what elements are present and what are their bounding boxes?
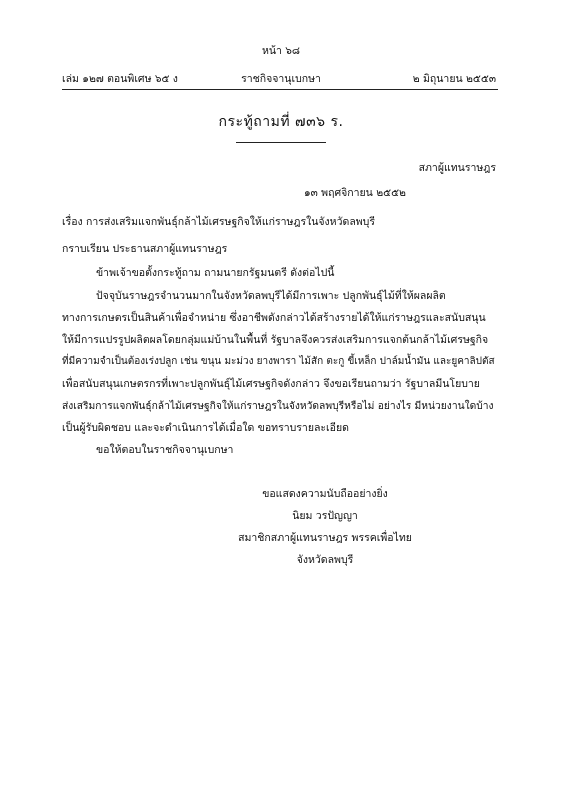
subject-line: เรื่อง การส่งเสริมแจกพันธุ์กล้าไม้เศรษฐกิจให้แก่ราษฎรในจังหวัดลพบุรี <box>62 216 375 228</box>
body-line: ปัจจุบันราษฎรจำนวนมากในจังหวัดลพบุรีได้มีการเพาะ ปลูกพันธุ์ไม้ที่ให้ผลผลิต <box>96 290 446 302</box>
valediction: ขอแสดงความนับถืออย่างยิ่ง <box>262 488 388 500</box>
body-line: ให้มีการแปรรูปผลิตผลโดยกลุ่มแม่บ้านในพื้นที่ รัฐบาลจึงควรส่งเสริมการแจกต้นกล้าไม้เศรษฐกิจ <box>62 334 489 346</box>
body-line: เพื่อสนับสนุนเกษตรกรที่เพาะปลูกพันธุ์ไม้เศรษฐกิจดังกล่าว จึงขอเรียนถามว่า รัฐบาลมีนโยบาย <box>62 378 480 390</box>
signatory-name: นิยม วรปัญญา <box>292 510 358 522</box>
body-line: ส่งเสริมการแจกพันธุ์กล้าไม้เศรษฐกิจให้แก่ราษฎรในจังหวัดลพบุรีหรือไม่ อย่างไร มีหน่วยงานใดบ้าง <box>62 400 494 412</box>
organization: สภาผู้แทนราษฎร <box>418 162 496 174</box>
intro-line: ข้าพเจ้าขอตั้งกระทู้ถาม ถามนายกรัฐมนตรี ดังต่อไปนี้ <box>96 267 335 279</box>
document-title: กระทู้ถามที่ ๗๓๖ ร. <box>218 114 344 130</box>
publication-date: ๒ มิถุนายน ๒๕๕๓ <box>412 73 496 85</box>
title-underline <box>236 142 326 143</box>
publication-name: ราชกิจจานุเบกษา <box>241 73 321 85</box>
body-line: เป็นผู้รับผิดชอบ และจะดำเนินการได้เมื่อใด ขอทราบรายละเอียด <box>62 422 349 434</box>
recipient-line: กราบเรียน ประธานสภาผู้แทนราษฎร <box>62 243 228 255</box>
body-line: ทางการเกษตรเป็นสินค้าเพื่อจำหน่าย ซึ่งอาชีพดังกล่าวได้สร้างรายได้ให้แก่ราษฎรและสนับสนุน <box>62 312 486 324</box>
signatory-province: จังหวัดลพบุรี <box>296 554 354 566</box>
body-line: ที่มีความจำเป็นต้องเร่งปลูก เช่น ขนุน มะม่วง ยางพารา ไม้สัก ตะกู ขี้เหล็ก ปาล์มน้ำมัน และยูคาลิปตัส <box>62 356 495 367</box>
volume-info: เล่ม ๑๒๗ ตอนพิเศษ ๖๕ ง <box>62 73 178 85</box>
closing-request: ขอให้ตอบในราชกิจจานุเบกษา <box>96 444 234 456</box>
body-paragraph <box>62 285 499 439</box>
header-divider <box>62 89 498 90</box>
signatory-position: สมาชิกสภาผู้แทนราษฎร พรรคเพื่อไทย <box>238 532 412 544</box>
signature-block <box>200 483 450 571</box>
page-number: หน้า ๖๘ <box>261 45 301 57</box>
document-date: ๑๓ พฤศจิกายน ๒๕๕๒ <box>304 187 406 199</box>
